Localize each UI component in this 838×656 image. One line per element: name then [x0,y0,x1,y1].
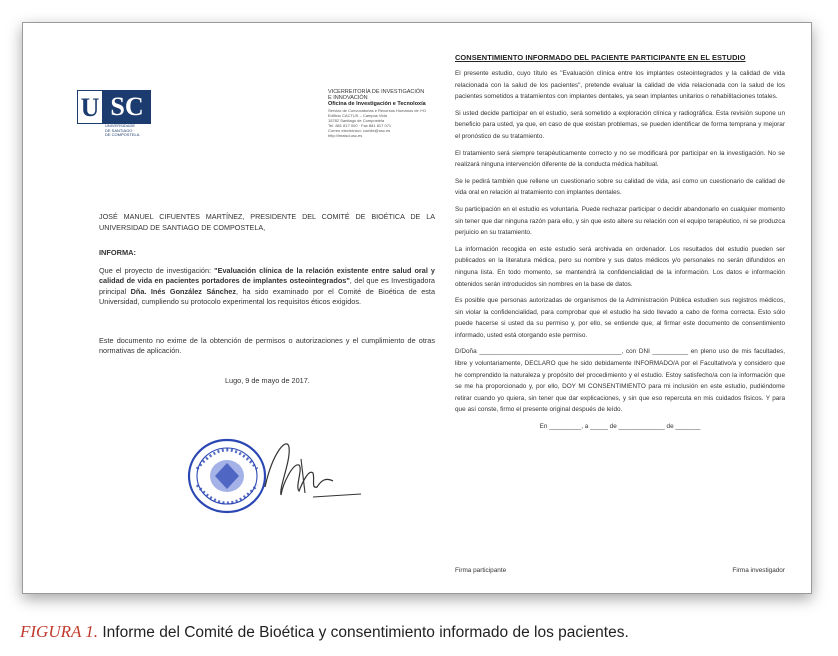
consent-declaration: D/Doña ________________________________________, con DNI __________ en pleno uso de mis facultades, libre y voluntariamente, DECLARO que he sido debidamente INFORMADO/A por el Facultativo/a y considero que he comprendido la naturaleza y propósito del procedimiento y el estudio. Estoy satisfecho/a con la información que se me ha proporcionado y, por ello, DOY MI CONSENTIMIENTO para mi inclusión en este estudio, pudiéndome retirar cuando yo quiera, sin tener que dar explicaciones, y sin que eso repercuta en mis cuidados físicos. Y para que así conste, firmo el presente original después de leído. [455,348,785,414]
vice-line: VICERREITORÍA DE INVESTIGACIÓN [328,89,425,95]
president-statement: JOSÉ MANUEL CIFUENTES MARTÍNEZ, PRESIDENTE DEL COMITÉ DE BIOÉTICA DE LA UNIVERSIDAD DE SANTIAGO DE COMPOSTELA, [99,212,435,232]
consent-title: CONSENTIMIENTO INFORMADO DEL PACIENTE PARTICIPANTE EN EL ESTUDIO [455,53,746,62]
contact-line: Edificio CACTUS – Campus Vida [328,112,387,118]
contact-line: http://imaisd.usc.es [328,132,363,138]
informed-consent-page [455,53,785,574]
contact-line: 15782 Santiago de Compostela [328,117,385,123]
consent-paragraph: El tratamiento será siempre terapéuticamente correcto y no se modificará por participar en la investigación. No se realizará ninguna intervención diferente de la conducta médica habitual. [455,149,785,169]
place-date: Lugo, 9 de mayo de 2017. [225,376,310,385]
logo-letters-sc: SC [103,90,151,124]
logo-letter-u: U [77,90,103,124]
consent-paragraph: Su participación en el estudio es voluntaria. Puede rechazar participar o decidir abandonarlo en cualquier momento sin tener que dar ninguna razón para ello, y sin que esto altere su relación con el equipo terapéutico, ni se produzca perjuicio en su tratamiento. [455,205,785,237]
consent-date-line: En _________, a _____ de _____________ de _______ [539,423,701,431]
contact-line: Correo electrónico: comite@usc.es [328,127,391,133]
consent-paragraph: Es posible que personas autorizadas de organismos de la Administración Pública estudien sus registros médicos, sin violar la confidencialidad, para comprobar que el estudio ha sido llevado a cabo de forma correcta. Esto sólo puede hacerse si usted da su permiso y, por ello, se entiende que, al firmar este documento de consentimiento informado, usted está otorgando este permiso. [455,297,785,339]
contact-line: Tel. 881 817 000 · Fax 881 817 071 [328,122,392,128]
logo-subtitle: UNIVERSIDADE DE SANTIAGO DE COMPOSTELA [105,123,140,137]
usc-logo [77,90,172,135]
contact-line: Servizo de Convocatorias e Recursos Humanos de I+D [328,107,427,113]
vicerrectorate-header [328,89,438,138]
project-approval-paragraph: Que el proyecto de investigación: "Evaluación clínica de la relación existente entre salud oral y calidad de vida en pacientes portadores de implantes osteointegrados", del que es Investigadora principal Dña. Inés González Sánchez, ha sido examinado por el Comité de Bioética de esta Universidad, cumpliendo su protocolo experimental los requisitos éticos exigidos. [99,266,436,306]
caption-text: Informe del Comité de Bioética y consentimiento informado de los pacientes. [98,624,629,641]
signature-labels [455,567,785,574]
disclaimer-paragraph: Este documento no exime de la obtención de permisos o autorizaciones y el cumplimiento de otras normativas de aplicación. [99,336,435,356]
participant-signature-label: Firma participante [455,567,507,574]
consent-paragraph: El presente estudio, cuyo título es "Evaluación clínica entre los implantes osteointegrados y la calidad de vida relacionada con la salud de los pacientes", pretende evaluar la calidad de vida relacionada con la salud de los pacientes sometidos a tratamientos con implantes dentales, ya sean implantes unitarios o rehabilitaciones totales. [455,70,785,101]
principal-investigator: Dña. Inés González Sánchez [130,286,237,296]
figure-label: FIGURA 1. [20,622,99,641]
figure-frame [22,22,812,594]
handwritten-signature [265,444,361,497]
consent-paragraph: La información recogida en este estudio será archivada en ordenador. Los resultados del estudio pueden ser publicados en la literatura médica, pero su nombre y sus datos médicos y/o personales no serán difundidos en ninguna lista. En todo momento, se mantendrá la confidencialidad de la información. Los datos e información obtenidos serán introducidos sin nombres en la base de datos. [455,245,785,288]
seal-and-signature [183,421,383,536]
consent-paragraph: Si usted decide participar en el estudio, será sometido a exploración clínica y radiográfica. Esta revisión supone un beneficio para usted, ya que, en caso de que existan problemas, se pueden identificar de forma temprana y mejorar el pronóstico de su tratamiento. [455,109,785,140]
project-title: "Evaluación clínica de la relación existente entre salud oral y calidad de vida en pacientes portadores de implantes osteointegrados" [99,266,435,286]
figure-caption [20,622,820,642]
official-seal-stamp [189,440,265,512]
office-name: Oficina de Investigación e Tecnoloxía [328,101,426,108]
bioethics-report-page [53,43,436,573]
consent-paragraph: Se le pedirá también que rellene un cuestionario sobre su calidad de vida, así como un cuestionario de calidad de vida oral en relación al tratamiento con implantes dentales. [455,177,785,197]
informa-heading: INFORMA: [99,248,136,257]
investigator-signature-label: Firma investigador [732,567,785,574]
vice-line: E INNOVACIÓN [328,95,368,102]
